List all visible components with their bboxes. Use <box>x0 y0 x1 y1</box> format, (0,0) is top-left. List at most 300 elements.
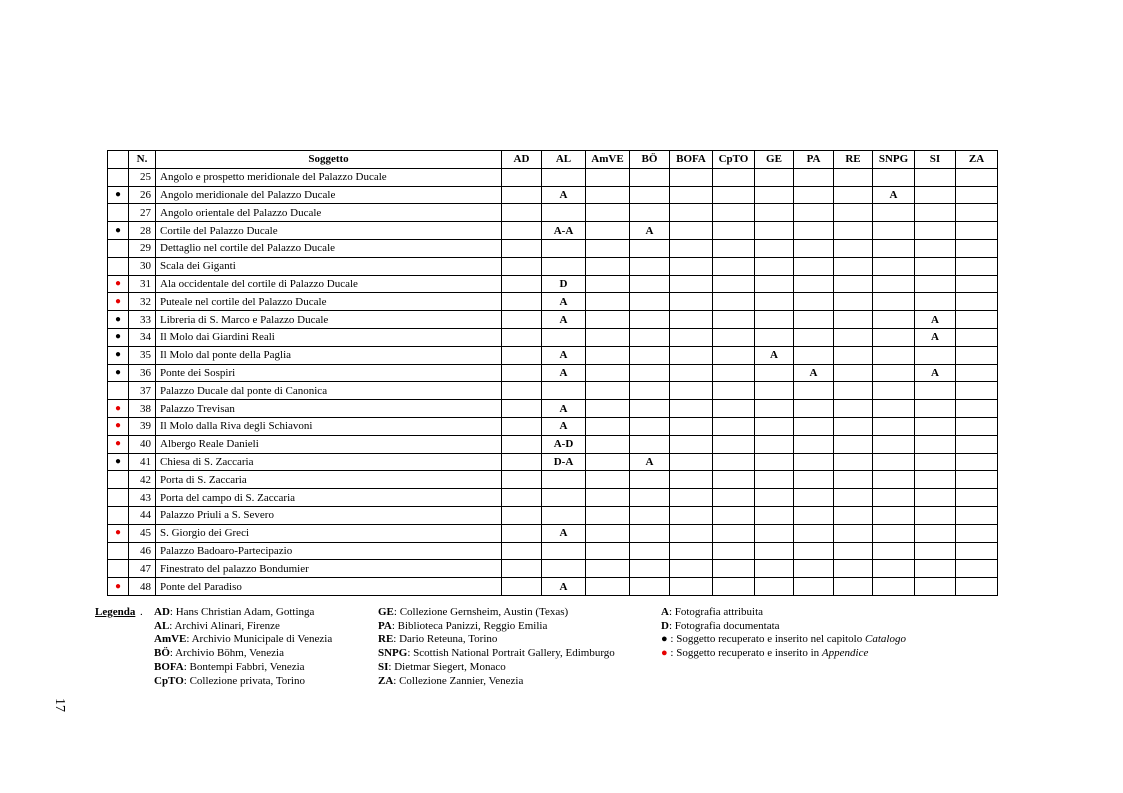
cell-al <box>542 506 586 524</box>
cell-ge <box>755 364 794 382</box>
cell-al <box>542 168 586 186</box>
cell-bö <box>630 506 670 524</box>
cell-za <box>956 222 998 240</box>
cell-bofa <box>670 293 713 311</box>
row-number: 38 <box>129 400 156 418</box>
cell-za <box>956 560 998 578</box>
row-soggetto: Porta del campo di S. Zaccaria <box>156 489 502 507</box>
cell-snpg <box>873 471 915 489</box>
cell-snpg <box>873 489 915 507</box>
row-marker <box>108 560 129 578</box>
cell-pa <box>794 578 834 596</box>
row-number: 43 <box>129 489 156 507</box>
cell-ad <box>502 417 542 435</box>
cell-pa <box>794 346 834 364</box>
cell-bofa <box>670 328 713 346</box>
cell-bö <box>630 311 670 329</box>
cell-amve <box>586 275 630 293</box>
red-dot-icon: ● <box>114 420 122 432</box>
legend-text: : Bontempi Fabbri, Venezia <box>183 660 305 673</box>
row-marker <box>108 257 129 275</box>
cell-pa <box>794 257 834 275</box>
cell-pa <box>794 311 834 329</box>
legend-column-archives <box>154 606 332 688</box>
cell-re <box>834 204 873 222</box>
cell-cpto <box>713 275 755 293</box>
cell-al <box>542 489 586 507</box>
legend-item <box>154 661 332 675</box>
black-dot-icon: ● <box>114 313 122 325</box>
cell-si <box>915 524 956 542</box>
cell-snpg <box>873 506 915 524</box>
cell-snpg <box>873 168 915 186</box>
cell-bö <box>630 328 670 346</box>
black-dot-icon: ● <box>114 331 122 343</box>
table-row <box>108 400 998 418</box>
cell-al: A <box>542 364 586 382</box>
legend-item <box>661 647 906 661</box>
legend-item <box>378 620 615 634</box>
cell-ge <box>755 542 794 560</box>
cell-ge <box>755 524 794 542</box>
cell-bofa <box>670 560 713 578</box>
cell-snpg <box>873 204 915 222</box>
table-row <box>108 435 998 453</box>
row-soggetto: Il Molo dai Giardini Reali <box>156 328 502 346</box>
cell-pa <box>794 417 834 435</box>
table-header-row <box>108 151 998 169</box>
column-header-marker <box>108 151 129 169</box>
cell-ad <box>502 524 542 542</box>
cell-bofa <box>670 542 713 560</box>
cell-pa <box>794 222 834 240</box>
cell-bö <box>630 400 670 418</box>
cell-cpto <box>713 186 755 204</box>
column-header-si: SI <box>915 151 956 169</box>
cell-snpg <box>873 453 915 471</box>
row-soggetto: Cortile del Palazzo Ducale <box>156 222 502 240</box>
cell-za <box>956 257 998 275</box>
cell-ad <box>502 560 542 578</box>
cell-bofa <box>670 364 713 382</box>
cell-amve <box>586 435 630 453</box>
row-marker <box>108 364 129 382</box>
cell-za <box>956 346 998 364</box>
row-marker <box>108 222 129 240</box>
row-soggetto: Dettaglio nel cortile del Palazzo Ducale <box>156 239 502 257</box>
cell-amve <box>586 364 630 382</box>
row-marker <box>108 346 129 364</box>
cell-bofa <box>670 400 713 418</box>
cell-cpto <box>713 328 755 346</box>
table-row <box>108 204 998 222</box>
cell-bofa <box>670 186 713 204</box>
cell-re <box>834 524 873 542</box>
cell-pa <box>794 524 834 542</box>
cell-bö <box>630 275 670 293</box>
legend-code: SNPG <box>378 647 408 660</box>
cell-cpto <box>713 382 755 400</box>
black-dot-icon: ● <box>661 633 668 646</box>
cell-ge <box>755 311 794 329</box>
red-dot-icon: ● <box>114 580 122 592</box>
cell-ge <box>755 239 794 257</box>
cell-bofa <box>670 204 713 222</box>
column-header-snpg: SNPG <box>873 151 915 169</box>
cell-za <box>956 453 998 471</box>
cell-ad <box>502 542 542 560</box>
cell-al <box>542 204 586 222</box>
cell-si <box>915 489 956 507</box>
cell-re <box>834 453 873 471</box>
legend-code: ZA <box>378 674 394 687</box>
row-marker <box>108 578 129 596</box>
cell-bofa <box>670 417 713 435</box>
row-soggetto: Angolo orientale del Palazzo Ducale <box>156 204 502 222</box>
table-row <box>108 471 998 489</box>
cell-za <box>956 400 998 418</box>
cell-si: A <box>915 364 956 382</box>
cell-ge <box>755 204 794 222</box>
legend-title: Legenda <box>95 606 136 618</box>
cell-amve <box>586 204 630 222</box>
cell-bofa <box>670 524 713 542</box>
table-row <box>108 542 998 560</box>
cell-snpg <box>873 328 915 346</box>
cell-cpto <box>713 400 755 418</box>
cell-si <box>915 293 956 311</box>
cell-bö <box>630 382 670 400</box>
cell-snpg <box>873 275 915 293</box>
legend-column-collections <box>378 606 615 688</box>
table-row <box>108 364 998 382</box>
cell-bofa <box>670 506 713 524</box>
cell-za <box>956 364 998 382</box>
legend-text: : Soggetto recuperato e inserito in <box>667 647 822 660</box>
legend-item <box>661 633 906 647</box>
legend-item <box>154 620 332 634</box>
cell-ge <box>755 275 794 293</box>
cell-si <box>915 222 956 240</box>
cell-amve <box>586 506 630 524</box>
cell-re <box>834 382 873 400</box>
row-soggetto: Libreria di S. Marco e Palazzo Ducale <box>156 311 502 329</box>
legend-code: GE <box>378 606 394 618</box>
cell-bö <box>630 293 670 311</box>
row-soggetto: Palazzo Trevisan <box>156 400 502 418</box>
row-number: 35 <box>129 346 156 364</box>
column-header-ge: GE <box>755 151 794 169</box>
cell-ge <box>755 506 794 524</box>
column-header-za: ZA <box>956 151 998 169</box>
cell-si <box>915 275 956 293</box>
legend-title-punct: . <box>140 606 143 618</box>
cell-pa <box>794 275 834 293</box>
legend-item <box>661 620 906 634</box>
legend-item <box>378 675 615 689</box>
cell-si: A <box>915 311 956 329</box>
cell-cpto <box>713 453 755 471</box>
cell-ad <box>502 293 542 311</box>
cell-snpg: A <box>873 186 915 204</box>
cell-ad <box>502 311 542 329</box>
cell-za <box>956 489 998 507</box>
row-number: 26 <box>129 186 156 204</box>
row-number: 47 <box>129 560 156 578</box>
row-marker <box>108 239 129 257</box>
cell-za <box>956 168 998 186</box>
row-number: 27 <box>129 204 156 222</box>
cell-ge <box>755 222 794 240</box>
legend-code: AD <box>154 606 170 618</box>
cell-pa <box>794 328 834 346</box>
cell-cpto <box>713 417 755 435</box>
legend-text: : Dario Reteuna, Torino <box>393 633 498 646</box>
legend-item <box>661 606 906 620</box>
row-number: 32 <box>129 293 156 311</box>
row-marker <box>108 204 129 222</box>
legend-code: SI <box>378 660 389 673</box>
cell-al <box>542 328 586 346</box>
legend-text: : Collezione Zannier, Venezia <box>393 674 524 687</box>
row-marker <box>108 453 129 471</box>
row-marker <box>108 311 129 329</box>
cell-cpto <box>713 435 755 453</box>
cell-bofa <box>670 168 713 186</box>
cell-si <box>915 257 956 275</box>
cell-snpg <box>873 560 915 578</box>
cell-si <box>915 435 956 453</box>
cell-al: A <box>542 186 586 204</box>
legend-code: AL <box>154 619 170 632</box>
cell-bö <box>630 257 670 275</box>
row-soggetto: Ponte del Paradiso <box>156 578 502 596</box>
cell-cpto <box>713 257 755 275</box>
row-marker <box>108 542 129 560</box>
cell-re <box>834 311 873 329</box>
legend-text: : Archivio Municipale di Venezia <box>186 633 333 646</box>
row-soggetto: S. Giorgio dei Greci <box>156 524 502 542</box>
cell-al <box>542 471 586 489</box>
table-row <box>108 186 998 204</box>
cell-ge <box>755 453 794 471</box>
legend-text: : Collezione Gernsheim, Austin (Texas) <box>393 606 569 618</box>
cell-snpg <box>873 400 915 418</box>
cell-bofa <box>670 435 713 453</box>
cell-re <box>834 328 873 346</box>
cell-amve <box>586 453 630 471</box>
cell-snpg <box>873 364 915 382</box>
cell-pa <box>794 542 834 560</box>
table-row <box>108 239 998 257</box>
cell-snpg <box>873 311 915 329</box>
row-marker <box>108 471 129 489</box>
cell-amve <box>586 400 630 418</box>
cell-bö: A <box>630 453 670 471</box>
cell-cpto <box>713 222 755 240</box>
cell-pa <box>794 186 834 204</box>
cell-bofa <box>670 239 713 257</box>
cell-bö <box>630 346 670 364</box>
table-row <box>108 222 998 240</box>
cell-si <box>915 471 956 489</box>
cell-al: D <box>542 275 586 293</box>
cell-re <box>834 257 873 275</box>
legend-item <box>378 647 615 661</box>
row-marker <box>108 382 129 400</box>
red-dot-icon: ● <box>114 527 122 539</box>
cell-za <box>956 328 998 346</box>
cell-cpto <box>713 168 755 186</box>
cell-bofa <box>670 222 713 240</box>
legend-column-symbols <box>661 606 906 661</box>
cell-pa: A <box>794 364 834 382</box>
cell-amve <box>586 239 630 257</box>
cell-amve <box>586 382 630 400</box>
cell-ad <box>502 364 542 382</box>
cell-snpg <box>873 578 915 596</box>
cell-za <box>956 506 998 524</box>
cell-re <box>834 364 873 382</box>
cell-ad <box>502 453 542 471</box>
cell-za <box>956 382 998 400</box>
cell-al: A <box>542 346 586 364</box>
cell-al <box>542 239 586 257</box>
column-header-al: AL <box>542 151 586 169</box>
cell-pa <box>794 293 834 311</box>
cell-za <box>956 578 998 596</box>
cell-bofa <box>670 471 713 489</box>
cell-ge <box>755 435 794 453</box>
row-marker <box>108 524 129 542</box>
black-dot-icon: ● <box>114 224 122 236</box>
column-header-ad: AD <box>502 151 542 169</box>
table-row <box>108 578 998 596</box>
cell-bö <box>630 168 670 186</box>
cell-bofa <box>670 382 713 400</box>
red-dot-icon: ● <box>661 647 668 660</box>
cell-cpto <box>713 560 755 578</box>
cell-pa <box>794 453 834 471</box>
black-dot-icon: ● <box>114 455 122 467</box>
legend-code: RE <box>378 633 394 646</box>
table-row <box>108 453 998 471</box>
cell-snpg <box>873 239 915 257</box>
legend-code: CpTO <box>154 674 184 687</box>
table-row <box>108 382 998 400</box>
legend-code: BÖ <box>154 647 170 660</box>
cell-al <box>542 257 586 275</box>
cell-cpto <box>713 364 755 382</box>
cell-bofa <box>670 257 713 275</box>
cell-si <box>915 168 956 186</box>
row-marker <box>108 489 129 507</box>
cell-pa <box>794 239 834 257</box>
row-soggetto: Scala dei Giganti <box>156 257 502 275</box>
red-dot-icon: ● <box>114 295 122 307</box>
cell-bö: A <box>630 222 670 240</box>
row-soggetto: Il Molo dal ponte della Paglia <box>156 346 502 364</box>
cell-cpto <box>713 506 755 524</box>
cell-snpg <box>873 417 915 435</box>
row-soggetto: Puteale nel cortile del Palazzo Ducale <box>156 293 502 311</box>
cell-amve <box>586 578 630 596</box>
row-number: 31 <box>129 275 156 293</box>
cell-snpg <box>873 222 915 240</box>
cell-re <box>834 542 873 560</box>
cell-al: A <box>542 524 586 542</box>
cell-pa <box>794 560 834 578</box>
row-number: 44 <box>129 506 156 524</box>
red-dot-icon: ● <box>114 277 122 289</box>
cell-re <box>834 168 873 186</box>
column-header-bö: BÖ <box>630 151 670 169</box>
cell-snpg <box>873 524 915 542</box>
legend-text: : Archivio Böhm, Venezia <box>169 647 284 660</box>
row-soggetto: Il Molo dalla Riva degli Schiavoni <box>156 417 502 435</box>
cell-snpg <box>873 382 915 400</box>
column-header-amve: AmVE <box>586 151 630 169</box>
row-number: 37 <box>129 382 156 400</box>
legend-text: : Archivi Alinari, Firenze <box>169 619 280 632</box>
table-row <box>108 275 998 293</box>
cell-cpto <box>713 239 755 257</box>
legend-code: AmVE <box>154 633 187 646</box>
legend-italic-text: Catalogo <box>865 633 906 646</box>
cell-bö <box>630 435 670 453</box>
column-header-soggetto: Soggetto <box>156 151 502 169</box>
cell-snpg <box>873 542 915 560</box>
cell-bofa <box>670 453 713 471</box>
cell-amve <box>586 471 630 489</box>
cell-ad <box>502 204 542 222</box>
cell-bö <box>630 204 670 222</box>
table-row <box>108 168 998 186</box>
cell-ad <box>502 506 542 524</box>
cell-bofa <box>670 578 713 596</box>
cell-re <box>834 293 873 311</box>
cell-ge <box>755 168 794 186</box>
cell-za <box>956 311 998 329</box>
row-number: 48 <box>129 578 156 596</box>
cell-al <box>542 382 586 400</box>
cell-ad <box>502 400 542 418</box>
cell-re <box>834 560 873 578</box>
cell-za <box>956 275 998 293</box>
legend-item <box>154 633 332 647</box>
cell-za <box>956 471 998 489</box>
cell-al: A <box>542 293 586 311</box>
table-row <box>108 346 998 364</box>
cell-bö <box>630 239 670 257</box>
cell-snpg <box>873 293 915 311</box>
column-header-bofa: BOFA <box>670 151 713 169</box>
cell-si <box>915 382 956 400</box>
cell-pa <box>794 435 834 453</box>
legend-item <box>154 606 332 620</box>
cell-si <box>915 346 956 364</box>
legend-text: : Biblioteca Panizzi, Reggio Emilia <box>391 619 548 632</box>
cell-re <box>834 489 873 507</box>
cell-re <box>834 275 873 293</box>
cell-ge <box>755 328 794 346</box>
cell-re <box>834 471 873 489</box>
row-soggetto: Angolo e prospetto meridionale del Palazzo Ducale <box>156 168 502 186</box>
cell-amve <box>586 328 630 346</box>
row-number: 45 <box>129 524 156 542</box>
cell-ad <box>502 346 542 364</box>
cell-pa <box>794 204 834 222</box>
